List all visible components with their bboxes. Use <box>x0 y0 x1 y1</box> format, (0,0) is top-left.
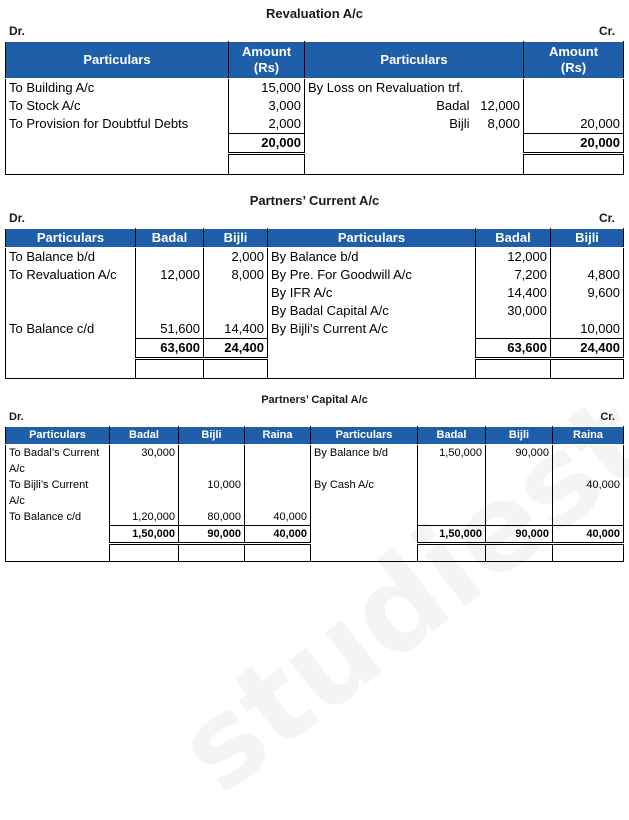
cap-header: Particulars <box>6 427 110 445</box>
cur-cell: 30,000 <box>476 302 551 320</box>
cur-cell <box>551 248 624 267</box>
cur-cell <box>204 284 268 302</box>
rev-debit-label: To Stock A/c <box>6 97 229 115</box>
revaluation-total-row <box>6 134 624 154</box>
rev-credit-total: 20,000 <box>524 115 624 134</box>
cap-total: 40,000 <box>245 526 311 544</box>
cur-cell <box>136 284 204 302</box>
rev-credit-sub-label: Bijli <box>305 115 476 134</box>
capital-total-row <box>6 526 624 544</box>
table-row <box>6 320 624 339</box>
cap-total: 1,50,000 <box>110 526 179 544</box>
table-row <box>6 509 624 526</box>
cur-cell: 12,000 <box>136 266 204 284</box>
cap-cell: 90,000 <box>486 445 553 478</box>
cap-cell: 1,50,000 <box>418 445 486 478</box>
cur-cell <box>136 302 204 320</box>
cur-header-particulars-cr: Particulars <box>268 229 476 248</box>
rev-total-dr: 20,000 <box>229 134 305 154</box>
cur-total: 24,400 <box>204 339 268 359</box>
cap-header: Badal <box>110 427 179 445</box>
cur-total: 63,600 <box>476 339 551 359</box>
cur-cell: 9,600 <box>551 284 624 302</box>
current-table <box>5 228 624 379</box>
cur-cell: By Balance b/d <box>268 248 476 267</box>
cur-cell: 4,800 <box>551 266 624 284</box>
cur-cell <box>476 320 551 339</box>
rev-credit-label: By Loss on Revaluation trf. <box>305 79 524 98</box>
table-row <box>6 359 624 379</box>
cur-cell: 14,400 <box>476 284 551 302</box>
cap-cell: 40,000 <box>245 509 311 526</box>
cap-total: 1,50,000 <box>418 526 486 544</box>
cur-cell: 8,000 <box>204 266 268 284</box>
rev-header-particulars-dr: Particulars <box>6 42 229 79</box>
cap-credit-label: By Cash A/c <box>311 477 418 509</box>
cur-cell: By IFR A/c <box>268 284 476 302</box>
cap-cell: 80,000 <box>179 509 245 526</box>
cur-cell: To Balance c/d <box>6 320 136 339</box>
cur-cell <box>136 248 204 267</box>
cap-cell <box>245 477 311 509</box>
cap-cell: 40,000 <box>553 477 624 509</box>
cap-debit-label: To Bijli’s Current A/c <box>6 477 110 509</box>
cap-header: Raina <box>553 427 624 445</box>
revaluation-header-row <box>6 42 624 79</box>
cap-cell: 10,000 <box>179 477 245 509</box>
cap-cell <box>245 445 311 478</box>
cap-cell: 30,000 <box>110 445 179 478</box>
cur-total: 24,400 <box>551 339 624 359</box>
current-title: Partners’ Current A/c <box>249 193 380 208</box>
rev-credit-sub-label: Badal <box>305 97 476 115</box>
rev-debit-amount: 3,000 <box>229 97 305 115</box>
cap-header: Particulars <box>311 427 418 445</box>
capital-header-row <box>6 427 624 445</box>
cap-cell <box>553 445 624 478</box>
current-dr: Dr. <box>9 211 26 225</box>
cur-header-badal-cr: Badal <box>476 229 551 248</box>
cur-cell <box>204 302 268 320</box>
table-row <box>6 154 624 175</box>
rev-credit-sub-amount: 8,000 <box>476 115 524 134</box>
cur-header-badal-dr: Badal <box>136 229 204 248</box>
rev-header-amount-cr: Amount (Rs) <box>524 42 624 79</box>
cur-cell: By Badal Capital A/c <box>268 302 476 320</box>
cur-cell: 10,000 <box>551 320 624 339</box>
cap-total: 90,000 <box>486 526 553 544</box>
capital-dr: Dr. <box>9 411 24 423</box>
cur-header-bijli-dr: Bijli <box>204 229 268 248</box>
rev-header-particulars-cr: Particulars <box>305 42 524 79</box>
table-row <box>6 115 624 134</box>
current-header-row <box>6 229 624 248</box>
table-row <box>6 284 624 302</box>
current-cr: Cr. <box>598 211 615 225</box>
cap-cell: 1,20,000 <box>110 509 179 526</box>
revaluation-cr: Cr. <box>598 24 615 38</box>
revaluation-title: Revaluation A/c <box>265 6 364 21</box>
cur-cell: By Bijli’s Current A/c <box>268 320 476 339</box>
cur-cell <box>6 284 136 302</box>
rev-debit-amount: 15,000 <box>229 79 305 98</box>
capital-table <box>5 426 624 562</box>
rev-debit-label: To Provision for Doubtful Debts <box>6 115 229 134</box>
cap-cell <box>418 477 486 509</box>
cur-cell: 14,400 <box>204 320 268 339</box>
cur-cell <box>6 302 136 320</box>
capital-cr: Cr. <box>600 411 615 423</box>
cap-cell <box>486 477 553 509</box>
table-row <box>6 445 624 478</box>
rev-header-amount-dr: Amount (Rs) <box>229 42 305 79</box>
cap-debit-label: To Badal’s Current A/c <box>6 445 110 478</box>
rev-total-cr: 20,000 <box>524 134 624 154</box>
cur-cell: To Balance b/d <box>6 248 136 267</box>
cap-header: Raina <box>245 427 311 445</box>
cap-total: 40,000 <box>553 526 624 544</box>
table-row <box>6 79 624 98</box>
cap-header: Bijli <box>179 427 245 445</box>
cur-cell: 51,600 <box>136 320 204 339</box>
current-total-row <box>6 339 624 359</box>
revaluation-table <box>5 41 624 175</box>
cur-header-bijli-cr: Bijli <box>551 229 624 248</box>
cap-total: 90,000 <box>179 526 245 544</box>
cur-header-particulars-dr: Particulars <box>6 229 136 248</box>
revaluation-dr: Dr. <box>9 24 26 38</box>
rev-debit-amount: 2,000 <box>229 115 305 134</box>
table-row <box>6 266 624 284</box>
cap-debit-label: To Balance c/d <box>6 509 110 526</box>
cap-cell <box>110 477 179 509</box>
cur-total: 63,600 <box>136 339 204 359</box>
table-row <box>6 477 624 509</box>
cur-cell: 7,200 <box>476 266 551 284</box>
table-row <box>6 97 624 115</box>
table-row <box>6 302 624 320</box>
cap-cell <box>179 445 245 478</box>
cur-cell: By Pre. For Goodwill A/c <box>268 266 476 284</box>
cap-credit-label: By Balance b/d <box>311 445 418 478</box>
cap-header: Badal <box>418 427 486 445</box>
capital-title: Partners’ Capital A/c <box>261 394 368 406</box>
table-row <box>6 544 624 562</box>
cur-cell: 2,000 <box>204 248 268 267</box>
cur-cell <box>551 302 624 320</box>
cur-cell: 12,000 <box>476 248 551 267</box>
cap-header: Bijli <box>486 427 553 445</box>
rev-credit-sub-amount: 12,000 <box>476 97 524 115</box>
cur-cell: To Revaluation A/c <box>6 266 136 284</box>
table-row <box>6 248 624 267</box>
rev-debit-label: To Building A/c <box>6 79 229 98</box>
